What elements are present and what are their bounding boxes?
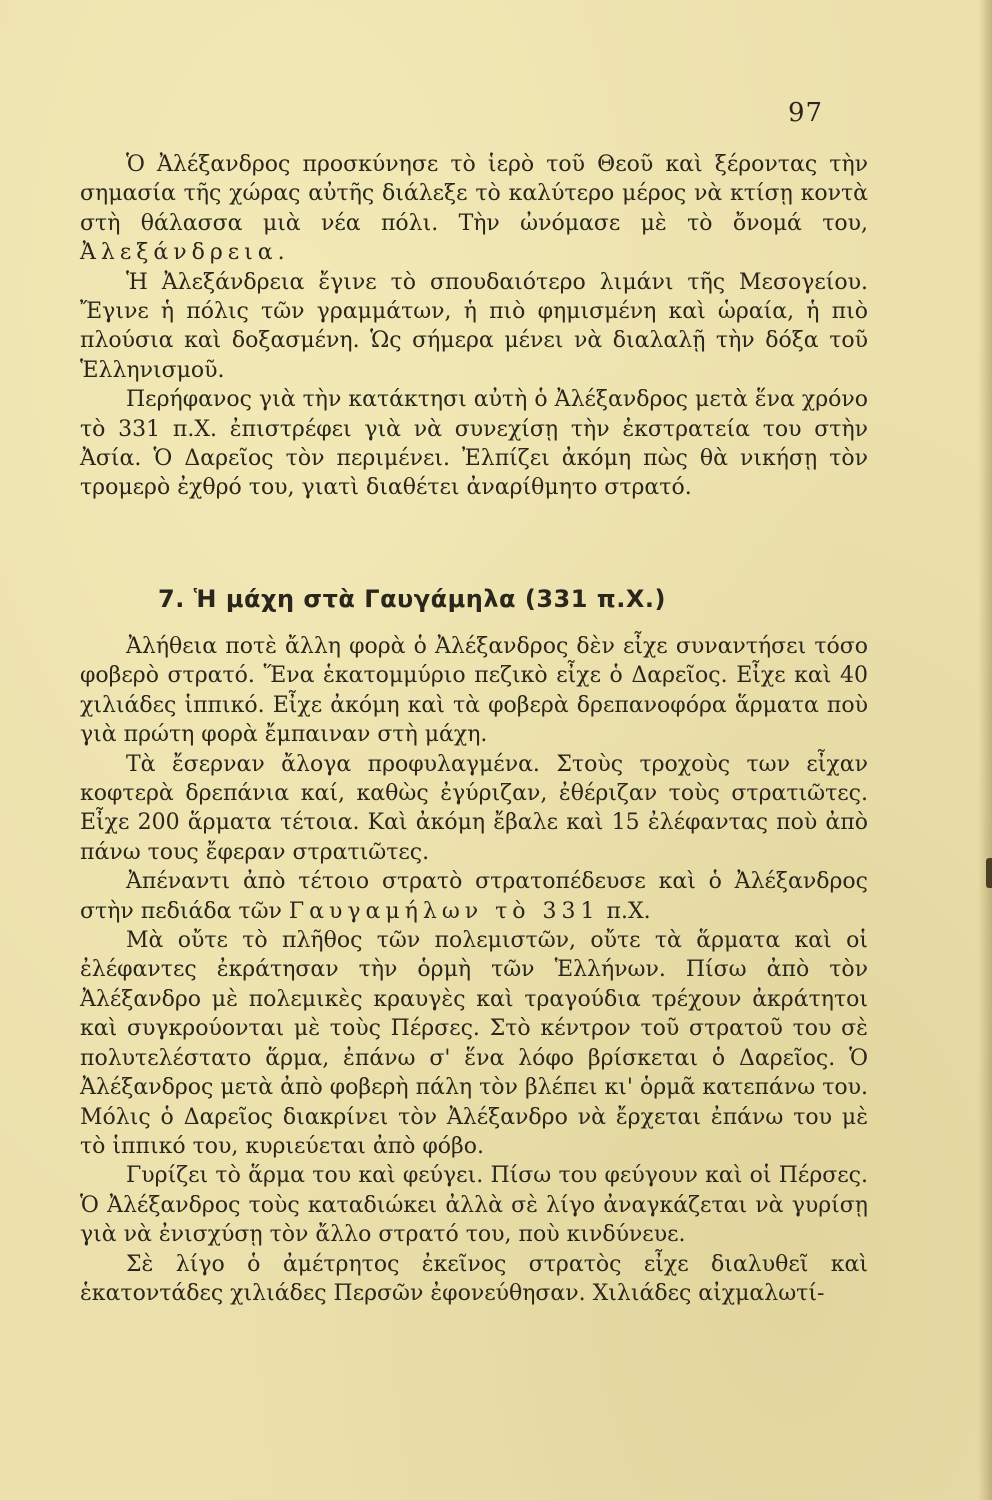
page-edge-shadow (978, 0, 992, 1500)
paragraph-retreat: Γυρίζει τὸ ἅρμα του καὶ φεύγει. Πίσω του φεύγουν καὶ οἱ Πέρσες. Ὁ Ἀλέξανδρος τοὺς καταδιώκει ἀλλὰ σὲ λίγο ἀναγκάζεται νὰ γυρίσῃ γιὰ νὰ ἐνισχύσῃ τὸν ἄλλο στρατό του, ποὺ κινδύνευε. (80, 1163, 868, 1248)
city-name-spaced: Ἀλεξάνδρεια. (80, 240, 290, 266)
paragraph-battle: Μὰ οὔτε τὸ πλῆθος τῶν πολεμιστῶν, οὔτε τὰ ἅρματα καὶ οἱ ἐλέφαντες ἐκράτησαν τὴν ὁρμὴ τῶν Ἑλλήνων. Πίσω ἀπὸ τὸν Ἀλέξανδρο μὲ πολεμικὲς κραυγὲς καὶ τραγούδια τρέχουν ἀκράτητοι καὶ συγκρούονται μὲ τοὺς Πέρσες. Στὸ κέντρον τοῦ στρατοῦ του σὲ πολυτελέστατο ἅρμα, ἐπάνω σ' ἕνα λόφο βρίσκεται ὁ Δαρεῖος. Ὁ Ἀλέξανδρος μετὰ ἀπὸ φοβερὴ πάλη τὸν βλέπει κι' ὁρμᾶ κατεπάνω του. Μόλις ὁ Δαρεῖος διακρίνει τὸν Ἀλέξανδρο νὰ ἔρχεται ἐπάνω του μὲ τὸ ἱππικό του, κυριεύεται ἀπὸ φόβο. (80, 928, 868, 1159)
paragraph-return-campaign: Περήφανος γιὰ τὴν κατάκτησι αὐτὴ ὁ Ἀλέξανδρος μετὰ ἕνα χρόνο τὸ 331 π.Χ. ἐπιστρέφει γιὰ νὰ συνεχίσῃ τὴν ἐκστρατεία του στὴν Ἀσία. Ὁ Δαρεῖος τὸν περιμένει. Ἐλπίζει ἀκόμη πὼς θὰ νικήσῃ τὸν τρομερὸ ἐχθρό του, γιατὶ διαθέτει ἀναρίθμητο στρατό. (80, 387, 868, 501)
era-text: π.Χ. (606, 898, 651, 924)
section-text (80, 632, 868, 1308)
paragraph-darius-army: Ἀλήθεια ποτὲ ἄλλη φορὰ ὁ Ἀλέξανδρος δὲν εἶχε συναντήσει τόσο φοβερὸ στρατό. Ἕνα ἑκατομμύριο πεζικὸ εἶχε ὁ Δαρεῖος. Εἶχε καὶ 40 χιλιάδες ἱππικό. Εἶχε ἀκόμη καὶ τὰ φοβερὰ δρεπανοφόρα ἅρματα ποὺ γιὰ πρώτη φορὰ ἔμπαιναν στὴ μάχη. (80, 634, 868, 748)
intro-text (80, 150, 868, 503)
paragraph-alexandria-founding (80, 150, 868, 268)
place-name-spaced: Γαυγαμήλων τὸ 331 (288, 898, 600, 924)
paragraph-alexandria-port: Ἡ Ἀλεξάνδρεια ἔγινε τὸ σπουδαιότερο λιμάνι τῆς Μεσογείου. Ἔγινε ἡ πόλις τῶν γραμμάτων, ἡ πιὸ φημισμένη καὶ ὡραία, ἡ πιὸ πλούσια καὶ δοξασμένη. Ὡς σήμερα μένει νὰ διαλαλῇ τὴν δόξα τοῦ Ἑλληνισμοῦ. (80, 269, 868, 383)
page-number: 97 (788, 98, 824, 128)
paragraph-aftermath: Σὲ λίγο ὁ ἀμέτρητος ἐκεῖνος στρατὸς εἶχε διαλυθεῖ καὶ ἑκατοντάδες χιλιάδες Περσῶν ἐφονεύθησαν. Χιλιάδες αἰχμαλωτί- (80, 1251, 868, 1306)
paragraph-chariots: Τὰ ἔσερναν ἄλογα προφυλαγμένα. Στοὺς τροχοὺς των εἶχαν κοφτερὰ δρεπάνια καί, καθὼς ἐγύριζαν, ἐθέριζαν τοὺς στρατιῶτες. Εἶχε 200 ἅρματα τέτοια. Καὶ ἀκόμη ἔβαλε καὶ 15 ἐλέφαντας ποὺ ἀπὸ πάνω τους ἔφεραν στρατιῶτες. (80, 751, 868, 865)
binding-mark (986, 858, 992, 888)
paragraph-text: Ἀπέναντι ἀπὸ τέτοιο στρατὸ στρατοπέδευσε καὶ ὁ Ἀλέξανδρος στὴν πεδιάδα τῶν (80, 869, 868, 924)
section-heading: 7. Ἡ μάχη στὰ Γαυγάμηλα (331 π.Χ.) (158, 585, 666, 613)
paragraph-text: Ὁ Ἀλέξανδρος προσκύνησε τὸ ἱερὸ τοῦ Θεοῦ καὶ ξέροντας τὴν σημασία τῆς χώρας αὐτῆς διάλεξε τὸ καλύτερο μέρος νὰ κτίσῃ κοντὰ στὴ θάλασσα μιὰ νέα πόλι. Τὴν ὠνόμασε μὲ τὸ ὄνομά του, (80, 152, 868, 236)
paragraph-camp (80, 867, 868, 926)
